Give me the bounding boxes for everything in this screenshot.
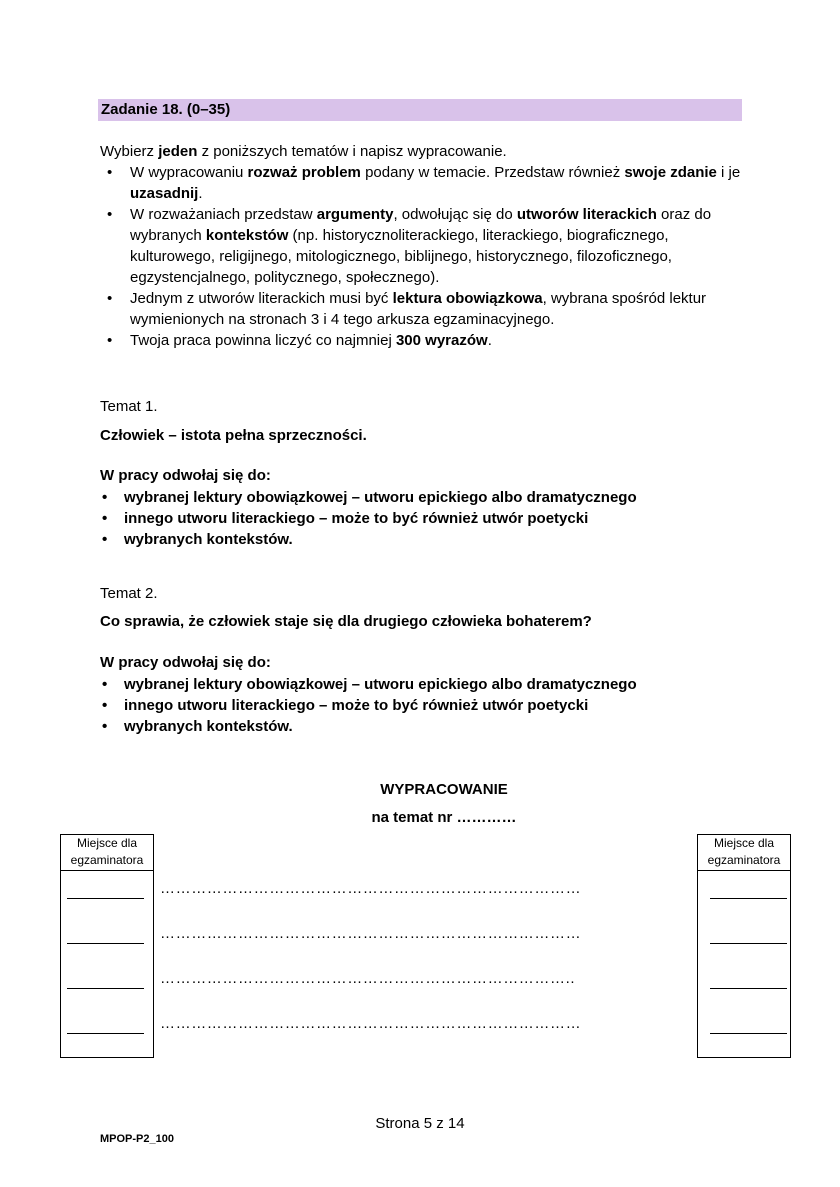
list-item: • wybranych kontekstów. [100, 716, 750, 737]
writing-line[interactable]: ……………………………………………………………………… [160, 925, 582, 942]
score-line[interactable] [67, 988, 144, 989]
intro-text [100, 141, 507, 162]
instruction-item: • Twoja praca powinna liczyć co najmniej 300 wyrazów. [100, 330, 750, 351]
topic1-refer-list [100, 487, 750, 550]
topic1-refer-heading: W pracy odwołaj się do: [100, 467, 271, 484]
intro-part: Wybierz [100, 143, 159, 160]
score-line[interactable] [710, 1033, 787, 1034]
topic1-label: Temat 1. [100, 398, 158, 415]
topic2-title: Co sprawia, że człowiek staje się dla drugiego człowieka bohaterem? [100, 613, 592, 630]
examiner-box-left [60, 834, 154, 1058]
list-item: • innego utworu literackiego – może to być również utwór poetycki [100, 508, 750, 529]
instruction-item: • W wypracowaniu rozważ problem podany w temacie. Przedstaw również swoje zdanie i je uzasadnij. [100, 162, 750, 204]
score-line[interactable] [67, 1033, 144, 1034]
topic1-title: Człowiek – istota pełna sprzeczności. [100, 427, 367, 444]
list-item: • wybranej lektury obowiązkowej – utworu epickiego albo dramatycznego [100, 674, 750, 695]
topic2-label: Temat 2. [100, 585, 158, 602]
examiner-box-right [697, 834, 791, 1058]
examiner-box-label: Miejsce dla egzaminatora [698, 835, 790, 871]
intro-part: z poniższych tematów i napisz wypracowanie. [197, 143, 507, 160]
examiner-box-label: Miejsce dla egzaminatora [61, 835, 153, 871]
list-item: • wybranej lektury obowiązkowej – utworu epickiego albo dramatycznego [100, 487, 750, 508]
score-line[interactable] [710, 988, 787, 989]
page-number: Strona 5 z 14 [375, 1115, 465, 1132]
score-line[interactable] [67, 943, 144, 944]
topic2-refer-list [100, 674, 750, 737]
exam-code: MPOP-P2_100 [100, 1133, 174, 1145]
score-line[interactable] [67, 898, 144, 899]
writing-line[interactable]: ……………………………………………………………………… [160, 1015, 582, 1032]
instruction-item: • Jednym z utworów literackich musi być lektura obowiązkowa, wybrana spośród lektur wymienionych na stronach 3 i 4 tego arkusza egzaminacyjnego. [100, 288, 750, 330]
list-item: • innego utworu literackiego – może to być również utwór poetycki [100, 695, 750, 716]
intro-bold: jeden [158, 143, 198, 160]
score-line[interactable] [710, 943, 787, 944]
score-line[interactable] [710, 898, 787, 899]
topic2-refer-heading: W pracy odwołaj się do: [100, 654, 271, 671]
instruction-item: • W rozważaniach przedstaw argumenty, odwołując się do utworów literackich oraz do wybranych kontekstów (np. historycznoliterackiego, literackiego, biograficznego, kulturowego, religijnego, mitologicznego, biblijnego, historycznego, filozoficznego, egzystencjalnego, politycznego, społecznego). [100, 204, 750, 288]
task-title: Zadanie 18. (0–35) [101, 101, 231, 118]
writing-line[interactable]: ……………………………………………………………………… [160, 880, 582, 897]
list-item: • wybranych kontekstów. [100, 529, 750, 550]
writing-line[interactable]: …………………………………………………………………….. [160, 970, 576, 987]
essay-heading: WYPRACOWANIE [380, 781, 508, 798]
essay-subheading: na temat nr ………… [371, 809, 517, 826]
instructions-list [100, 162, 750, 351]
